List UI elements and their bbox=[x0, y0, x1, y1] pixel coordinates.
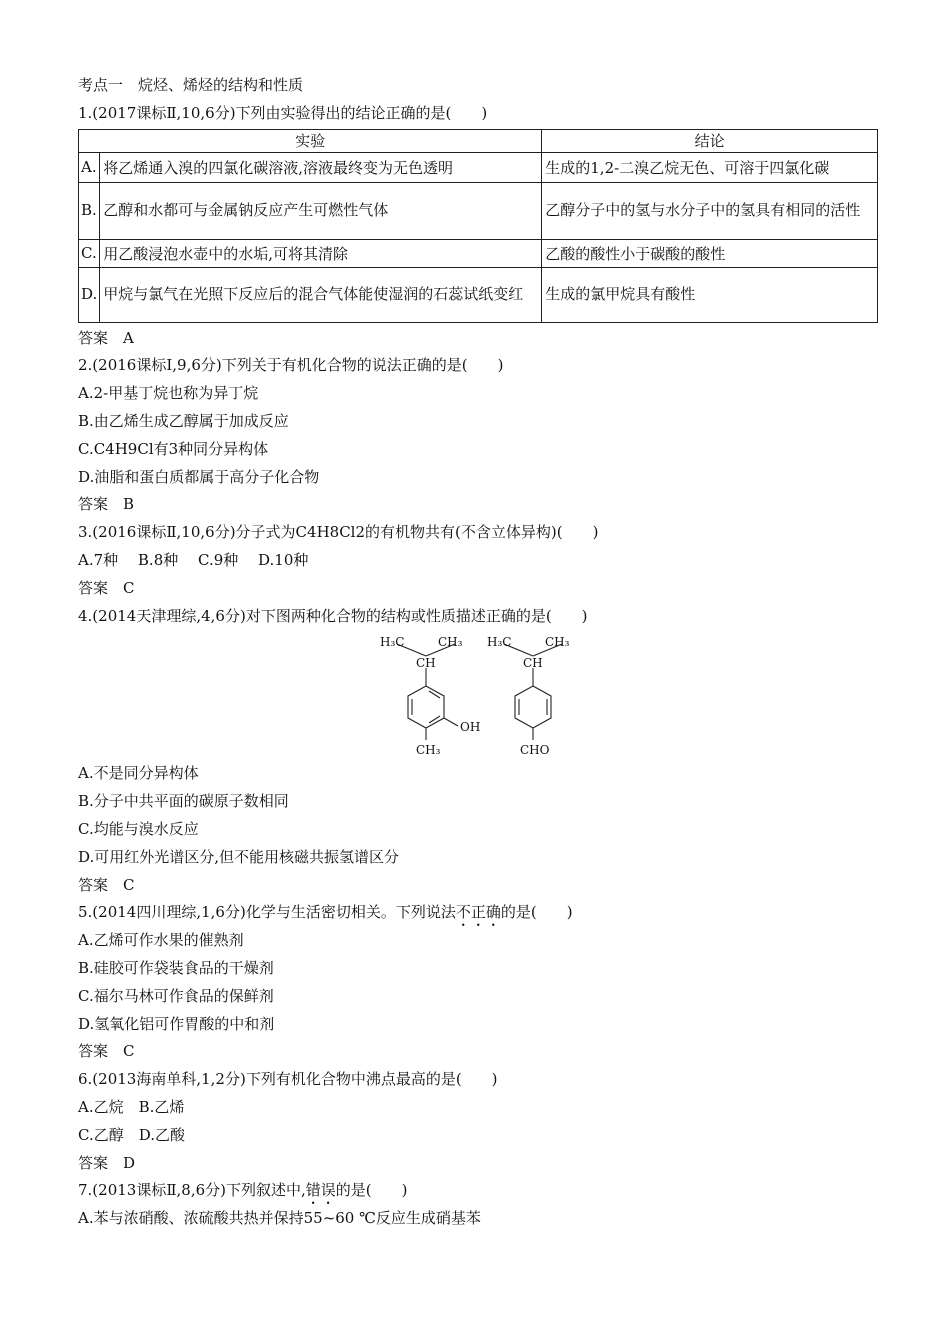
emphasis-text: 错误 bbox=[305, 1181, 336, 1200]
row-conclusion: 乙酸的酸性小于碳酸的酸性 bbox=[542, 239, 878, 267]
label-ch3-right: CH₃ bbox=[545, 635, 570, 650]
section-title: 考点一 烷烃、烯烃的结构和性质 bbox=[78, 76, 304, 94]
question-5-stem bbox=[78, 899, 878, 927]
stem-text: 5.(2014四川理综,1,6分)化学与生活密切相关。下列说法 bbox=[78, 903, 456, 922]
question-2-option-d: D.油脂和蛋白质都属于高分子化合物 bbox=[78, 467, 320, 486]
label-h3c-right: H₃C bbox=[487, 635, 512, 650]
stem-text-end: 的是( ) bbox=[335, 1181, 408, 1200]
row-experiment: 将乙烯通入溴的四氯化碳溶液,溶液最终变为无色透明 bbox=[100, 152, 542, 182]
document-page bbox=[78, 72, 878, 1233]
row-conclusion: 乙醇分子中的氢与水分子中的氢具有相同的活性 bbox=[542, 182, 878, 239]
table-row bbox=[79, 182, 878, 239]
question-2-option-a: A.2-甲基丁烷也称为异丁烷 bbox=[78, 384, 259, 403]
label-oh: OH bbox=[460, 720, 481, 735]
row-conclusion: 生成的氯甲烷具有酸性 bbox=[542, 267, 878, 322]
question-2-option-b: B.由乙烯生成乙醇属于加成反应 bbox=[78, 411, 289, 430]
label-ch3-left-bottom: CH₃ bbox=[416, 743, 441, 758]
label-ch3-left-top: CH₃ bbox=[438, 635, 463, 650]
row-experiment: 用乙酸浸泡水壶中的水垢,可将其清除 bbox=[100, 239, 542, 267]
row-conclusion: 生成的1,2-二溴乙烷无色、可溶于四氯化碳 bbox=[542, 152, 878, 182]
question-7-option-a: A.苯与浓硝酸、浓硫酸共热并保持55~60 ℃反应生成硝基苯 bbox=[78, 1209, 481, 1228]
table-row bbox=[79, 267, 878, 322]
row-label: A. bbox=[79, 152, 100, 182]
question-4-answer: 答案 C bbox=[78, 875, 135, 894]
table-row bbox=[79, 239, 878, 267]
stem-text-end: 的是( ) bbox=[500, 903, 573, 922]
question-6-answer: 答案 D bbox=[78, 1153, 136, 1172]
label-ch-right: CH bbox=[523, 656, 543, 671]
question-4-option-c: C.均能与溴水反应 bbox=[78, 819, 199, 838]
table-header-experiment: 实验 bbox=[79, 129, 542, 152]
question-7-stem bbox=[78, 1177, 878, 1205]
stem-text: 7.(2013课标Ⅱ,8,6分)下列叙述中, bbox=[78, 1181, 306, 1200]
question-4-option-a: A.不是同分异构体 bbox=[78, 764, 199, 783]
question-3-options: A.7种 B.8种 C.9种 D.10种 bbox=[78, 550, 309, 569]
question-4-stem: 4.(2014天津理综,4,6分)对下图两种化合物的结构或性质描述正确的是( ) bbox=[78, 606, 588, 625]
question-5-option-b: B.硅胶可作袋装食品的干燥剂 bbox=[78, 958, 274, 977]
row-label: C. bbox=[79, 239, 100, 267]
row-label: B. bbox=[79, 182, 100, 239]
question-6-stem: 6.(2013海南单科,1,2分)下列有机化合物中沸点最高的是( ) bbox=[78, 1070, 498, 1089]
label-ch-left: CH bbox=[416, 656, 436, 671]
question-1-table bbox=[78, 129, 878, 323]
row-experiment: 乙醇和水都可与金属钠反应产生可燃性气体 bbox=[100, 182, 542, 239]
question-4-option-d: D.可用红外光谱区分,但不能用核磁共振氢谱区分 bbox=[78, 847, 400, 866]
structural-formulas bbox=[378, 630, 598, 760]
question-1-stem: 1.(2017课标Ⅱ,10,6分)下列由实验得出的结论正确的是( ) bbox=[78, 103, 488, 122]
question-2-option-c: C.C4H9Cl有3种同分异构体 bbox=[78, 439, 269, 458]
label-h3c-left: H₃C bbox=[380, 635, 405, 650]
row-experiment: 甲烷与氯气在光照下反应后的混合气体能使湿润的石蕊试纸变红 bbox=[100, 267, 542, 322]
emphasis-text: 不正确 bbox=[455, 903, 501, 922]
question-3-stem: 3.(2016课标Ⅱ,10,6分)分子式为C4H8Cl2的有机物共有(不含立体异构)( ) bbox=[78, 523, 599, 542]
row-label: D. bbox=[79, 267, 100, 322]
question-3-answer: 答案 C bbox=[78, 578, 135, 597]
question-2-answer: 答案 B bbox=[78, 495, 135, 514]
table-header-conclusion: 结论 bbox=[542, 129, 878, 152]
question-5-option-c: C.福尔马林可作食品的保鲜剂 bbox=[78, 986, 274, 1005]
question-4-option-b: B.分子中共平面的碳原子数相同 bbox=[78, 792, 289, 811]
table-row bbox=[79, 152, 878, 182]
question-1-answer: 答案 A bbox=[78, 328, 134, 347]
question-6-options-2: C.乙醇 D.乙酸 bbox=[78, 1125, 185, 1144]
question-5-answer: 答案 C bbox=[78, 1042, 135, 1061]
label-cho: CHO bbox=[520, 743, 550, 758]
question-5-option-a: A.乙烯可作水果的催熟剂 bbox=[78, 931, 244, 950]
question-6-options-1: A.乙烷 B.乙烯 bbox=[78, 1097, 185, 1116]
question-2-stem: 2.(2016课标Ⅰ,9,6分)下列关于有机化合物的说法正确的是( ) bbox=[78, 356, 504, 375]
question-5-option-d: D.氢氧化铝可作胃酸的中和剂 bbox=[78, 1014, 275, 1033]
table-header-row bbox=[79, 129, 878, 152]
structure-figure bbox=[78, 630, 878, 760]
